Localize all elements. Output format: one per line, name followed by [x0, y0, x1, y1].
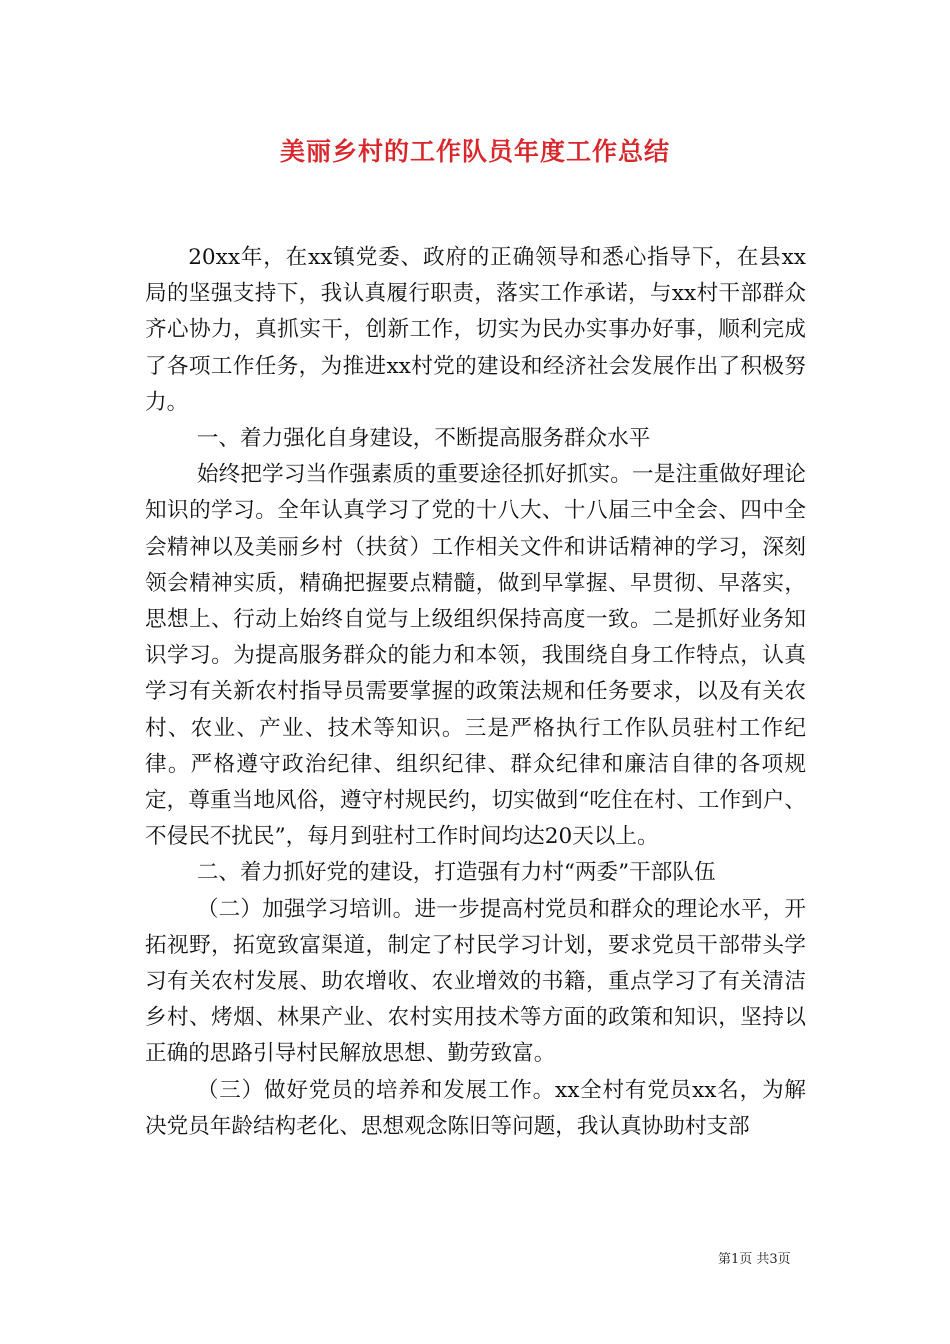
document-body	[145, 240, 806, 1145]
section-heading-1: 一、着力强化自身建设，不断提高服务群众水平	[196, 426, 651, 452]
paragraph-party-members: （三）做好党员的培养和发展工作。xx全村有党员xx名，为解决党员年龄结构老化、思想观念陈旧等问题，我认真协助村支部	[145, 1077, 806, 1139]
section-heading-2: 二、着力抓好党的建设，打造强有力村“两委”干部队伍	[196, 860, 716, 886]
paragraph-intro: 20xx年，在xx镇党委、政府的正确领导和悉心指导下，在县xx局的坚强支持下，我认真履行职责，落实工作承诺，与xx村干部群众齐心协力，真抓实干，创新工作，切实为民办实事办好事，顺利完成了各项工作任务，为推进xx村党的建设和经济社会发展作出了积极努力。	[145, 245, 806, 415]
paragraph-study: 始终把学习当作强素质的重要途径抓好抓实。一是注重做好理论知识的学习。全年认真学习了党的十八大、十八届三中全会、四中全会精神以及美丽乡村（扶贫）工作相关文件和讲话精神的学习，深刻领会精神实质，精确把握要点精髓，做到早掌握、早贯彻、早落实，思想上、行动上始终自觉与上级组织保持高度一致。二是抓好业务知识学习。为提高服务群众的能力和本领，我围绕自身工作特点，认真学习有关新农村指导员需要掌握的政策法规和任务要求，以及有关农村、农业、产业、技术等知识。三是严格执行工作队员驻村工作纪律。严格遵守政治纪律、组织纪律、群众纪律和廉洁自律的各项规定，尊重当地风俗，遵守村规民约，切实做到“吃住在村、工作到户、不侵民不扰民”，每月到驻村工作时间均达20天以上。	[145, 462, 806, 850]
page-number: 第1页 共3页	[718, 1252, 791, 1267]
document-title: 美丽乡村的工作队员年度工作总结	[279, 137, 670, 166]
paragraph-training: （二）加强学习培训。进一步提高村党员和群众的理论水平，开拓视野，拓宽致富渠道，制定了村民学习计划，要求党员干部带头学习有关农村发展、助农增收、农业增效的书籍，重点学习了有关清洁乡村、烤烟、林果产业、农村实用技术等方面的政策和知识，坚持以正确的思路引导村民解放思想、勤劳致富。	[145, 896, 806, 1067]
